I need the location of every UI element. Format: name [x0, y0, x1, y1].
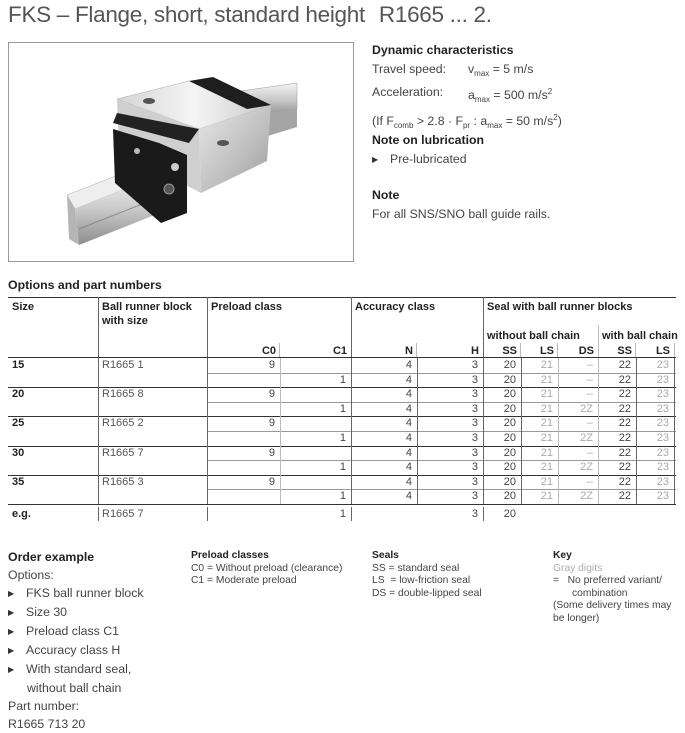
header-with-chain: with ball chain: [602, 330, 678, 342]
value-ls: 21: [540, 359, 553, 371]
column-divider: [207, 475, 208, 504]
value-ss: 20: [503, 461, 516, 474]
column-divider: [674, 446, 675, 475]
value-ds: –: [586, 446, 593, 459]
header-ss2: SS: [617, 345, 632, 357]
order-item: ▶ With standard seal,: [8, 660, 144, 679]
value-ss: 20: [503, 373, 516, 386]
column-divider: [558, 387, 559, 416]
header-size: Size: [12, 301, 35, 313]
preload-legend-heading: Preload classes: [191, 550, 269, 561]
column-divider: [207, 446, 208, 475]
value-h: 3: [471, 490, 478, 503]
order-item: ▶ Size 30: [8, 603, 144, 622]
value-c1: 1: [339, 373, 346, 386]
value-h: 3: [471, 446, 478, 459]
value-ls2: 23: [656, 490, 669, 503]
value-h: 3: [471, 432, 478, 444]
column-divider: [280, 387, 281, 416]
value-h: 3: [471, 359, 478, 371]
column-divider: [280, 358, 281, 387]
example-accuracy: 3: [471, 508, 478, 520]
column-divider: [674, 416, 675, 445]
column-divider: [280, 475, 281, 504]
value-c0: 9: [268, 359, 275, 371]
column-divider: [417, 446, 418, 475]
key-legend: [553, 550, 671, 625]
note-text: For all SNS/SNO ball guide rails.: [372, 207, 551, 221]
value-ds: 2Z: [580, 432, 593, 444]
example-seal: 20: [503, 508, 516, 520]
value-ds: –: [586, 475, 593, 488]
order-item-continued: without ball chain: [27, 681, 122, 695]
column-divider: [598, 325, 599, 357]
column-divider: [520, 343, 521, 357]
header-ls2: LS: [655, 345, 670, 357]
part-cell: R1665 7: [102, 446, 144, 459]
size-cell: 30: [12, 446, 25, 459]
example-preload: 1: [339, 508, 346, 520]
value-ss2: 22: [618, 446, 631, 459]
column-divider: [483, 416, 484, 445]
column-divider: [207, 297, 208, 357]
value-n: 4: [405, 359, 412, 371]
header-ss: SS: [502, 345, 517, 357]
acceleration-condition: (If $F_{comb} > 2.8 \cdot F_{pr}$ : $a_{max} = 50$ $m/s^2$): [372, 113, 562, 130]
value-ls: 21: [540, 388, 553, 401]
value-ls2: 23: [656, 432, 669, 444]
value-c0: 9: [268, 388, 275, 401]
header-n: N: [405, 345, 413, 357]
column-divider: [558, 416, 559, 445]
column-divider: [483, 387, 484, 416]
column-divider: [98, 446, 99, 475]
column-divider: [280, 446, 281, 475]
value-n: 4: [405, 475, 412, 488]
value-n: 4: [405, 388, 412, 401]
value-ls: 21: [540, 461, 553, 474]
value-h: 3: [471, 461, 478, 474]
example-part: R1665 7: [102, 508, 144, 520]
part-number-label: Part number:: [8, 699, 80, 713]
product-image: [8, 42, 354, 262]
page-title: [8, 2, 492, 28]
part-cell: R1665 3: [102, 475, 144, 488]
column-divider: [98, 507, 99, 521]
key-gray-label: Gray digits: [553, 562, 603, 574]
column-divider: [636, 416, 637, 445]
size-cell: 35: [12, 475, 25, 488]
value-c0: 9: [268, 417, 275, 430]
value-ls2: 23: [656, 461, 669, 474]
key-line: be longer): [553, 612, 600, 624]
column-divider: [598, 416, 599, 445]
value-h: 3: [471, 402, 478, 415]
value-ss: 20: [503, 417, 516, 430]
acceleration-row: [372, 83, 562, 109]
value-h: 3: [471, 417, 478, 430]
header-accuracy: Accuracy class: [355, 301, 436, 313]
value-ls: 21: [540, 490, 553, 503]
value-ls2: 23: [656, 475, 669, 488]
column-divider: [207, 416, 208, 445]
value-ss2: 22: [618, 402, 631, 415]
value-c1: 1: [339, 402, 346, 415]
key-line: combination: [572, 587, 628, 599]
column-divider: [417, 416, 418, 445]
column-divider: [598, 387, 599, 416]
column-divider: [598, 446, 599, 475]
column-divider: [416, 343, 417, 357]
column-divider: [521, 416, 522, 445]
preload-legend-line: C1 = Moderate preload: [191, 575, 297, 586]
column-divider: [417, 387, 418, 416]
column-divider: [636, 475, 637, 504]
column-divider: [521, 446, 522, 475]
part-cell: R1665 8: [102, 388, 144, 401]
value-ls: 21: [540, 417, 553, 430]
header-ds: DS: [578, 345, 594, 357]
value-c0: 9: [268, 475, 275, 488]
seals-legend-line: DS = double-lipped seal: [372, 587, 482, 599]
part-cell: R1665 2: [102, 417, 144, 430]
title-text: FKS – Flange, short, standard height: [8, 2, 365, 27]
value-ls: 21: [540, 402, 553, 415]
key-line: = No preferred variant/: [553, 575, 663, 586]
value-ls: 21: [540, 373, 553, 386]
options-heading: Options and part numbers: [8, 278, 162, 292]
order-heading: Order example: [8, 550, 95, 564]
column-divider: [598, 475, 599, 504]
column-divider: [417, 358, 418, 387]
value-n: 4: [405, 373, 412, 386]
column-divider: [207, 358, 208, 387]
value-c1: 1: [339, 432, 346, 444]
value-ls2: 23: [656, 373, 669, 386]
column-divider: [351, 297, 352, 357]
order-item: ▶ Accuracy class H: [8, 641, 144, 660]
value-ds: –: [586, 373, 593, 386]
column-divider: [351, 358, 352, 387]
column-divider: [351, 507, 352, 521]
value-c1: 1: [339, 490, 346, 503]
column-divider: [557, 343, 558, 357]
seals-legend-line: LS = low-friction seal: [372, 575, 471, 586]
key-line: (Some delivery times may: [553, 600, 672, 611]
seals-legend-line: SS = standard seal: [372, 562, 460, 574]
value-h: 3: [471, 475, 478, 488]
value-ss2: 22: [618, 461, 631, 474]
preload-legend-line: C0 = Without preload (clearance): [191, 562, 343, 574]
column-divider: [417, 475, 418, 504]
value-ss2: 22: [618, 373, 631, 386]
order-example: [8, 548, 144, 733]
value-ss2: 22: [618, 388, 631, 401]
value-ss2: 22: [618, 490, 631, 503]
key-heading: Key: [553, 550, 572, 561]
value-ds: –: [586, 388, 593, 401]
header-seal: Seal with ball runner blocks: [487, 301, 633, 313]
value-n: 4: [405, 402, 412, 415]
column-divider: [598, 358, 599, 387]
value-ss2: 22: [618, 432, 631, 444]
ball-runner-block-illustration: [9, 43, 354, 262]
column-divider: [483, 507, 484, 521]
seals-legend-heading: Seals: [372, 550, 399, 561]
part-number-value: R1665 713 20: [8, 717, 86, 731]
column-divider: [351, 475, 352, 504]
column-divider: [98, 297, 99, 357]
value-ss: 20: [503, 432, 516, 444]
size-cell: 15: [12, 359, 25, 371]
column-divider: [636, 446, 637, 475]
header-h: H: [471, 345, 479, 357]
value-ls2: 23: [656, 388, 669, 401]
value-n: 4: [405, 461, 412, 474]
header-preload: Preload class: [211, 301, 282, 313]
column-divider: [483, 297, 484, 357]
value-ls: 21: [540, 432, 553, 444]
part-range: R1665 ... 2.: [378, 2, 492, 27]
dynamic-characteristics: [372, 41, 562, 135]
header-without-chain: without ball chain: [487, 330, 580, 342]
header-c1: C1: [332, 345, 347, 357]
header-block: Ball runner block: [102, 301, 192, 313]
value-ss: 20: [503, 475, 516, 488]
value-ds: 2Z: [580, 461, 593, 474]
value-ls2: 23: [656, 417, 669, 430]
column-divider: [207, 507, 208, 521]
travel-label: Travel speed:: [372, 62, 447, 76]
options-label: Options:: [8, 568, 54, 582]
column-divider: [558, 358, 559, 387]
value-n: 4: [405, 417, 412, 430]
column-divider: [483, 475, 484, 504]
lubrication-item: ▶ Pre-lubricated: [372, 150, 484, 169]
column-divider: [483, 358, 484, 387]
column-divider: [674, 475, 675, 504]
value-ds: 2Z: [580, 490, 593, 503]
column-divider: [521, 358, 522, 387]
column-divider: [351, 387, 352, 416]
travel-value: $v_{max} = 5$ m/s: [468, 62, 534, 78]
column-divider: [636, 387, 637, 416]
value-ss2: 22: [618, 475, 631, 488]
value-ss: 20: [503, 388, 516, 401]
value-ls: 21: [540, 475, 553, 488]
order-item: ▶ FKS ball runner block: [8, 584, 144, 603]
column-divider: [98, 475, 99, 504]
column-divider: [98, 387, 99, 416]
value-ls: 21: [540, 446, 553, 459]
value-ss2: 22: [618, 359, 631, 371]
value-n: 4: [405, 446, 412, 459]
value-h: 3: [471, 388, 478, 401]
header-ls: LS: [539, 345, 554, 357]
table-rule: [8, 357, 676, 358]
column-divider: [521, 475, 522, 504]
value-ss: 20: [503, 359, 516, 371]
accel-value: $a_{max} = 500$ $m/s^2$: [468, 87, 553, 104]
seals-legend: [372, 550, 482, 600]
column-divider: [351, 416, 352, 445]
header-c0: C0: [261, 345, 276, 357]
example-size: e.g.: [12, 508, 31, 520]
value-ls2: 23: [656, 359, 669, 371]
column-divider: [674, 343, 675, 357]
value-n: 4: [405, 432, 412, 444]
column-divider: [483, 446, 484, 475]
table-rule: [8, 297, 676, 298]
value-n: 4: [405, 490, 412, 503]
column-divider: [636, 358, 637, 387]
value-ss: 20: [503, 402, 516, 415]
part-cell: R1665 1: [102, 359, 144, 371]
value-c1: 1: [339, 461, 346, 474]
lubrication-heading: Note on lubrication: [372, 133, 485, 147]
column-divider: [674, 358, 675, 387]
column-divider: [207, 387, 208, 416]
note-section: [372, 186, 550, 223]
column-divider: [558, 475, 559, 504]
dynamic-heading: Dynamic characteristics: [372, 43, 514, 57]
order-item: ▶ Preload class C1: [8, 622, 144, 641]
column-divider: [351, 446, 352, 475]
column-divider: [98, 358, 99, 387]
value-ds: –: [586, 359, 593, 371]
column-divider: [279, 343, 280, 357]
value-ls2: 23: [656, 446, 669, 459]
size-cell: 25: [12, 417, 25, 430]
column-divider: [635, 343, 636, 357]
accel-label: Acceleration:: [372, 85, 444, 99]
size-cell: 20: [12, 388, 25, 401]
header-block-2: with size: [102, 315, 148, 327]
value-ds: 2Z: [580, 402, 593, 415]
column-divider: [674, 387, 675, 416]
value-c0: 9: [268, 446, 275, 459]
value-ss2: 22: [618, 417, 631, 430]
value-ss: 20: [503, 490, 516, 503]
column-divider: [98, 416, 99, 445]
preload-legend: [191, 550, 342, 588]
value-h: 3: [471, 373, 478, 386]
note-heading: Note: [372, 188, 400, 202]
table-rule: [8, 504, 676, 505]
value-ls2: 23: [656, 402, 669, 415]
travel-speed-row: [372, 60, 562, 83]
column-divider: [558, 446, 559, 475]
column-divider: [280, 416, 281, 445]
value-ss: 20: [503, 446, 516, 459]
lubrication-note: [372, 131, 484, 169]
value-ds: –: [586, 417, 593, 430]
column-divider: [521, 387, 522, 416]
